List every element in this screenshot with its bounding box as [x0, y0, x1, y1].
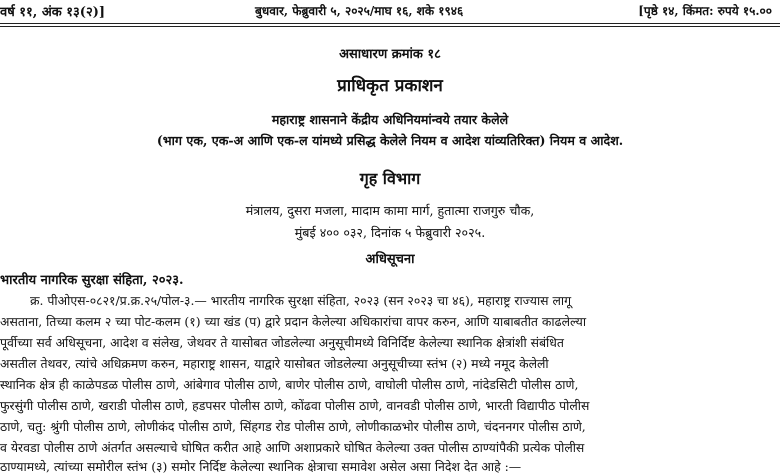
address-line-2: मुंबई ४०० ०३२, दिनांक ५ फेब्रुवारी २०२५. — [294, 225, 486, 240]
department-title: गृह विभाग — [359, 169, 421, 188]
body-line: ठाण्यामध्ये, त्यांच्या समोरील स्तंभ (३) समोर निर्दिष्ट केलेल्या स्थानिक क्षेत्राचा समावेश असेल असा निदेश देत आहे :— — [0, 459, 522, 474]
body-line: असतील तेथवर, त्यांचे अधिक्रमण करुन, महाराष्ट्र शासन, याद्वारे यासोबत जोडलेल्या अनुसूचीच्या स्तंभ (२) मध्ये नमूद केलेली — [0, 356, 549, 371]
subtitle-line-2: (भाग एक, एक-अ आणि एक-ल यांमध्ये प्रसिद्ध केलेले नियम व आदेश यांव्यतिरिक्त) नियम व आदेश. — [156, 133, 624, 148]
volume-issue: वर्ष ११, अंक १३(२)] — [0, 5, 106, 20]
body-line: क्र. पीओएस-०८२१/प्र.क्र.२५/पोल-३.— भारतीय नागरिक सुरक्षा संहिता, २०२३ (सन २०२३ चा ४६), महाराष्ट्र राज्यास लागू — [30, 293, 572, 308]
pages-price: [पृष्ठे १४, किंमत: रुपये १५.०० — [638, 4, 772, 18]
issue-label: असाधारण क्रमांक १८ — [339, 47, 441, 62]
body-line: असताना, तिच्या कलम २ च्या पोट-कलम (१) च्या खंड (प) द्वारे प्रदान केलेल्या अधिकारांचा वापर करुन, आणि याबाबतीत काढलेल्या — [0, 314, 587, 329]
body-line: व येरवडा पोलीस ठाणे अंतर्गत असल्याचे घोषित करीत आहे आणि अशाप्रकारे घोषित केलेल्या उक्त पोलीस ठाण्यांपैकी प्रत्येक पोलीस — [0, 440, 585, 455]
act-title: भारतीय नागरिक सुरक्षा संहिता, २०२३. — [0, 273, 184, 288]
address-line-1: मंत्रालय, दुसरा मजला, मादाम कामा मार्ग, हुतात्मा राजगुरु चौक, — [245, 203, 535, 218]
body-line: पूर्वीच्या सर्व अधिसूचना, आदेश व संलेख, जेथवर ते यासोबत जोडलेल्या अनुसूचीमध्ये विनिर्दिष्ट केलेल्या स्थानिक क्षेत्रांशी संबंधित — [0, 335, 564, 350]
notification-heading: अधिसूचना — [365, 252, 415, 267]
subtitle-line-1: महाराष्ट्र शासनाने केंद्रीय अधिनियमांन्वये तयार केलेले — [271, 112, 509, 127]
header-rule-bottom — [0, 26, 780, 27]
header-rule-top — [0, 23, 780, 24]
body-line: स्थानिक क्षेत्र ही काळेपडळ पोलीस ठाणे, आंबेगाव पोलीस ठाणे, बाणेर पोलीस ठाणे, वाघोली पोलीस ठाणे, नांदेडसिटी पोलीस ठाणे, — [0, 377, 579, 392]
publication-title: प्राधिकृत प्रकाशन — [337, 76, 443, 96]
body-line: ठाणे, चतु: श्रुंगी पोलीस ठाणे, लोणीकंद पोलीस ठाणे, सिंहगड रोड पोलीस ठाणे, लोणीकाळभोर पोलीस ठाणे, चंदननगर पोलीस ठाणे, — [0, 419, 586, 434]
issue-date: बुधवार, फेब्रुवारी ५, २०२५/माघ १६, शके १९४६ — [255, 4, 464, 18]
gazette-header — [0, 0, 780, 22]
body-line: फुरसुंगी पोलीस ठाणे, खराडी पोलीस ठाणे, हडपसर पोलीस ठाणे, कोंढवा पोलीस ठाणे, वानवडी पोलीस ठाणे, भारती विद्यापीठ पोलीस — [0, 398, 590, 413]
